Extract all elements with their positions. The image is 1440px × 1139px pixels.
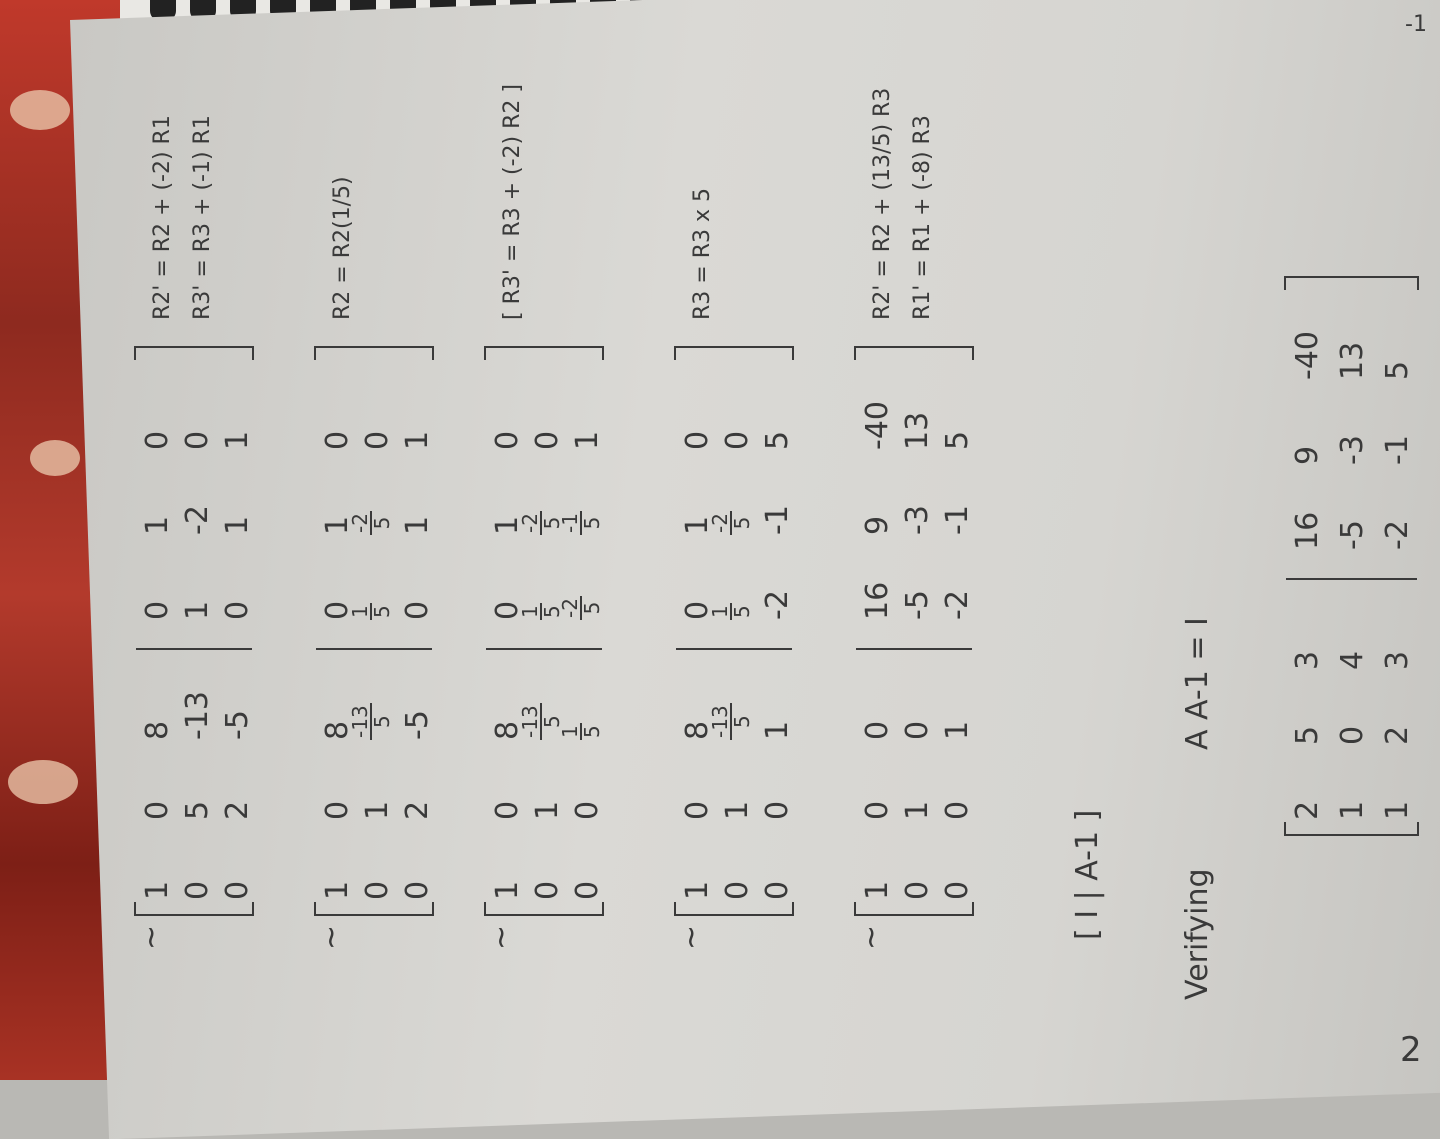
left-matrix-1-cell: 0 <box>180 880 215 900</box>
right-matrix-4-cell: -1 <box>760 505 795 535</box>
left-matrix-2-left-bracket <box>314 902 434 916</box>
tilde-equivalence: ~ <box>484 924 519 950</box>
right-matrix-2-cell: 1 <box>400 515 435 535</box>
left-matrix-1-cell: 2 <box>220 800 255 820</box>
left-matrix-5-cell: 1 <box>900 800 935 820</box>
matrix-right-bracket <box>674 346 794 360</box>
tilde-equivalence: ~ <box>134 924 169 950</box>
left-matrix-5-cell: 0 <box>940 800 975 820</box>
left-matrix-3-cell: -13 5 <box>518 705 564 738</box>
verify-left-matrix-cell: 5 <box>1290 725 1325 745</box>
row-operation: R2 = R2(1/5) <box>330 176 355 320</box>
left-matrix-2-cell: 0 <box>400 880 435 900</box>
left-matrix-5-cell: 0 <box>860 800 895 820</box>
right-matrix-1-cell: 0 <box>180 430 215 450</box>
left-matrix-3-cell: 1 <box>490 880 525 900</box>
left-matrix-4-cell: 8 <box>680 720 715 740</box>
left-matrix-4-cell: 0 <box>760 880 795 900</box>
left-matrix-3-cell: 1 5 <box>558 725 604 738</box>
matrix-right-bracket <box>314 346 434 360</box>
verify-right-matrix-cell: -3 <box>1335 435 1370 465</box>
exponent-mark: -1 <box>1405 12 1427 37</box>
right-matrix-2-cell: 1 5 <box>348 605 394 618</box>
left-matrix-4-cell: 1 <box>760 720 795 740</box>
right-matrix-3-cell: -1 5 <box>558 513 604 533</box>
matrix-right-bracket <box>134 346 254 360</box>
right-matrix-5-cell: 9 <box>860 515 895 535</box>
left-matrix-4-cell: 1 <box>720 800 755 820</box>
right-matrix-1-cell: 0 <box>140 430 175 450</box>
right-matrix-3-cell: 0 <box>490 430 525 450</box>
right-matrix-3-cell: 1 5 <box>518 605 564 618</box>
right-matrix-1-cell: 0 <box>220 600 255 620</box>
left-matrix-1-left-bracket <box>134 902 254 916</box>
right-matrix-2-cell: 0 <box>360 430 395 450</box>
left-matrix-2-cell: -5 <box>400 710 435 740</box>
right-matrix-3-cell: -2 5 <box>518 513 564 533</box>
tilde-equivalence: ~ <box>314 924 349 950</box>
left-matrix-4-cell: 0 <box>680 800 715 820</box>
augment-bar <box>136 648 252 650</box>
verify-left-matrix-cell: 0 <box>1335 725 1370 745</box>
left-matrix-2-cell: 1 <box>320 880 355 900</box>
conclusion-notation: [ I | A-1 ] <box>1070 809 1105 940</box>
left-matrix-1-cell: -13 <box>180 691 215 740</box>
left-matrix-2-cell: 1 <box>360 800 395 820</box>
verify-label: Verifying <box>1180 868 1215 1000</box>
right-matrix-5-cell: 16 <box>860 581 895 620</box>
right-matrix-5-cell: -1 <box>940 505 975 535</box>
left-matrix-4-cell: 0 <box>760 800 795 820</box>
verify-left-matrix-cell: 1 <box>1335 800 1370 820</box>
left-matrix-3-cell: 8 <box>490 720 525 740</box>
left-matrix-4-cell: 0 <box>720 880 755 900</box>
right-matrix-1-cell: 1 <box>220 515 255 535</box>
right-matrix-4-cell: 1 5 <box>708 605 754 618</box>
row-operation: R2' = R2 + (-2) R1 <box>150 115 175 320</box>
row-operation: [ R3' = R3 + (-2) R2 ] <box>500 84 525 320</box>
left-matrix-5-cell: 0 <box>860 720 895 740</box>
row-operation: R3' = R3 + (-1) R1 <box>190 115 215 320</box>
right-matrix-2-cell: 1 <box>320 515 355 535</box>
left-matrix-3-cell: 0 <box>530 880 565 900</box>
right-matrix-2-cell: 1 <box>400 430 435 450</box>
matrix-right-bracket <box>854 346 974 360</box>
left-matrix-4-cell: -13 5 <box>708 705 754 738</box>
right-matrix-1-cell: 0 <box>140 600 175 620</box>
verify-right-matrix-cell: -1 <box>1380 435 1415 465</box>
row-operation: R2' = R2 + (13/5) R3 <box>870 87 895 320</box>
right-matrix-3-cell: 1 <box>490 515 525 535</box>
left-matrix-3-cell: 0 <box>570 880 605 900</box>
right-matrix-5-cell: 13 <box>900 411 935 450</box>
augment-bar <box>316 648 432 650</box>
left-matrix-3-left-bracket <box>484 902 604 916</box>
augment-bar <box>676 648 792 650</box>
right-matrix-4-cell: 5 <box>760 430 795 450</box>
right-matrix-3-cell: 1 <box>570 430 605 450</box>
tilde-equivalence: ~ <box>854 924 889 950</box>
right-matrix-4-cell: 0 <box>680 600 715 620</box>
left-matrix-5-cell: 1 <box>860 880 895 900</box>
augment-bar <box>856 648 972 650</box>
verify-left-matrix-left-bracket <box>1284 822 1419 836</box>
left-matrix-1-cell: 0 <box>220 880 255 900</box>
verify-bar <box>1286 578 1417 580</box>
verify-right-matrix-cell: -2 <box>1380 520 1415 550</box>
left-matrix-3-cell: 1 <box>530 800 565 820</box>
verify-left-matrix-cell: 3 <box>1290 650 1325 670</box>
verify-right-matrix-cell: 5 <box>1380 360 1415 380</box>
right-matrix-1-cell: -2 <box>180 505 215 535</box>
left-matrix-4-left-bracket <box>674 902 794 916</box>
verify-equation: A A-1 = I <box>1180 617 1215 750</box>
left-matrix-5-cell: 0 <box>900 880 935 900</box>
right-matrix-2-cell: -2 5 <box>348 513 394 533</box>
left-matrix-4-cell: 1 <box>680 880 715 900</box>
right-matrix-1-cell: 1 <box>180 600 215 620</box>
right-matrix-4-cell: 0 <box>720 430 755 450</box>
left-matrix-1-cell: 8 <box>140 720 175 740</box>
verify-right-matrix-cell: 13 <box>1335 341 1370 380</box>
right-matrix-4-cell: -2 5 <box>708 513 754 533</box>
verify-left-matrix-cell: 4 <box>1335 650 1370 670</box>
verify-right-matrix-cell: -5 <box>1335 520 1370 550</box>
right-matrix-1-cell: 1 <box>220 430 255 450</box>
right-matrix-5-cell: -5 <box>900 590 935 620</box>
right-matrix-5-cell: -3 <box>900 505 935 535</box>
tilde-equivalence: ~ <box>674 924 709 950</box>
left-matrix-1-cell: -5 <box>220 710 255 740</box>
left-matrix-2-cell: 0 <box>320 800 355 820</box>
right-matrix-3-cell: -2 5 <box>558 598 604 618</box>
left-matrix-5-cell: 0 <box>900 720 935 740</box>
left-matrix-5-cell: 0 <box>940 880 975 900</box>
right-matrix-5-cell: -2 <box>940 590 975 620</box>
page-number: 2 <box>1400 1030 1422 1070</box>
left-matrix-2-cell: 0 <box>360 880 395 900</box>
verify-right-matrix-cell: -40 <box>1290 331 1325 380</box>
left-matrix-2-cell: 2 <box>400 800 435 820</box>
verify-left-matrix-cell: 2 <box>1380 725 1415 745</box>
left-matrix-3-cell: 0 <box>490 800 525 820</box>
row-operation: R1' = R1 + (-8) R3 <box>910 115 935 320</box>
left-matrix-2-cell: 8 <box>320 720 355 740</box>
verify-left-matrix-cell: 3 <box>1380 650 1415 670</box>
right-matrix-4-cell: 0 <box>680 430 715 450</box>
left-matrix-1-cell: 5 <box>180 800 215 820</box>
right-matrix-4-cell: -2 <box>760 590 795 620</box>
left-matrix-5-cell: 1 <box>940 720 975 740</box>
right-matrix-1-cell: 1 <box>140 515 175 535</box>
left-matrix-3-cell: 0 <box>570 800 605 820</box>
right-matrix-2-cell: 0 <box>320 600 355 620</box>
left-matrix-5-left-bracket <box>854 902 974 916</box>
row-operation: R3 = R3 x 5 <box>690 188 715 320</box>
right-matrix-5-cell: 5 <box>940 430 975 450</box>
verify-left-matrix-cell: 1 <box>1380 800 1415 820</box>
verify-left-matrix-cell: 2 <box>1290 800 1325 820</box>
right-matrix-3-cell: 0 <box>530 430 565 450</box>
right-matrix-5-cell: -40 <box>860 401 895 450</box>
verify-right-bracket <box>1284 276 1419 290</box>
right-matrix-2-cell: 0 <box>400 600 435 620</box>
verify-right-matrix-cell: 9 <box>1290 445 1325 465</box>
verify-right-matrix-cell: 16 <box>1290 511 1325 550</box>
left-matrix-2-cell: -13 5 <box>348 705 394 738</box>
right-matrix-4-cell: 1 <box>680 515 715 535</box>
augment-bar <box>486 648 602 650</box>
matrix-right-bracket <box>484 346 604 360</box>
left-matrix-1-cell: 0 <box>140 800 175 820</box>
left-matrix-1-cell: 1 <box>140 880 175 900</box>
right-matrix-3-cell: 0 <box>490 600 525 620</box>
right-matrix-2-cell: 0 <box>320 430 355 450</box>
